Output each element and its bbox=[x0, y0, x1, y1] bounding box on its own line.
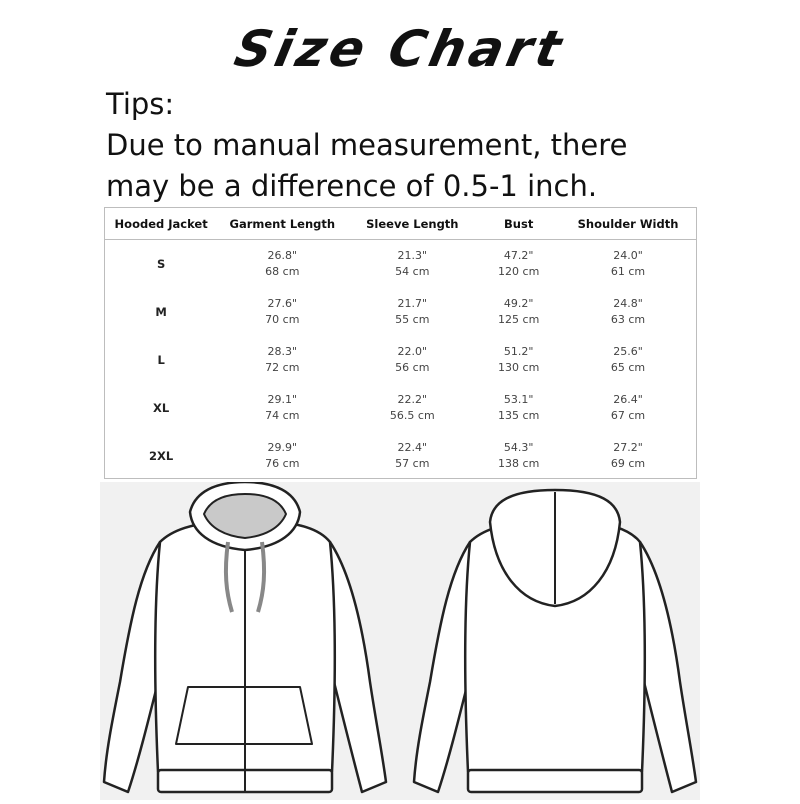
column-header-bust: Bust bbox=[477, 208, 560, 240]
cm-value: 63 cm bbox=[610, 313, 646, 326]
inch-value: 47.2" bbox=[503, 249, 534, 262]
shoulder-width-cell bbox=[560, 288, 696, 336]
column-header-garment-length: Garment Length bbox=[217, 208, 347, 240]
bust-cell bbox=[477, 384, 560, 432]
table-header-row bbox=[105, 208, 696, 240]
bust-cell bbox=[477, 240, 560, 289]
size-cell: S bbox=[156, 257, 166, 271]
inch-value: 53.1" bbox=[503, 393, 534, 406]
cm-value: 135 cm bbox=[498, 409, 540, 422]
sleeve-length-cell bbox=[347, 384, 477, 432]
table-row bbox=[105, 240, 696, 289]
sleeve-length-cell bbox=[347, 288, 477, 336]
inch-value: 25.6" bbox=[613, 345, 643, 358]
inch-value: 29.9" bbox=[267, 441, 298, 454]
sleeve-length-cell bbox=[347, 432, 477, 480]
table-row bbox=[105, 384, 696, 432]
table-row bbox=[105, 336, 696, 384]
cm-value: 74 cm bbox=[265, 409, 300, 422]
inch-value: 26.8" bbox=[267, 249, 298, 262]
shoulder-width-cell bbox=[560, 384, 696, 432]
tips-heading: Tips: bbox=[106, 87, 175, 121]
tips-line-2: may be a difference of 0.5-1 inch. bbox=[106, 169, 598, 203]
cm-value: 70 cm bbox=[265, 313, 300, 326]
column-header-shoulder-width: Shoulder Width bbox=[560, 208, 696, 240]
hoodie-back-icon bbox=[414, 490, 696, 792]
shoulder-width-cell bbox=[560, 432, 696, 480]
garment-length-cell bbox=[217, 432, 347, 480]
inch-value: 28.3" bbox=[267, 345, 298, 358]
bust-cell bbox=[477, 336, 560, 384]
size-cell: L bbox=[157, 353, 165, 367]
inch-value: 21.7" bbox=[397, 297, 428, 310]
size-cell: 2XL bbox=[149, 449, 174, 463]
shoulder-width-cell bbox=[560, 336, 696, 384]
cm-value: 54 cm bbox=[395, 265, 430, 278]
hoodie-drawing bbox=[100, 482, 700, 800]
inch-value: 29.1" bbox=[267, 393, 298, 406]
table-row bbox=[105, 432, 696, 480]
tips-block bbox=[106, 84, 627, 207]
inch-value: 22.2" bbox=[397, 393, 428, 406]
tips-line-1: Due to manual measurement, there bbox=[106, 128, 628, 162]
cm-value: 65 cm bbox=[610, 361, 646, 374]
inch-value: 54.3" bbox=[503, 441, 534, 454]
inch-value: 26.4" bbox=[613, 393, 643, 406]
garment-length-cell bbox=[217, 240, 347, 289]
cm-value: 61 cm bbox=[610, 265, 646, 278]
garment-length-cell bbox=[217, 288, 347, 336]
cm-value: 72 cm bbox=[265, 361, 300, 374]
cm-value: 67 cm bbox=[610, 409, 646, 422]
inch-value: 21.3" bbox=[397, 249, 428, 262]
sleeve-length-cell bbox=[347, 336, 477, 384]
cm-value: 68 cm bbox=[265, 265, 300, 278]
cm-value: 138 cm bbox=[498, 457, 540, 470]
cm-value: 76 cm bbox=[265, 457, 300, 470]
inch-value: 27.2" bbox=[613, 441, 643, 454]
inch-value: 27.6" bbox=[267, 297, 298, 310]
garment-length-cell bbox=[217, 336, 347, 384]
cm-value: 69 cm bbox=[610, 457, 646, 470]
column-header-hooded-jacket: Hooded Jacket bbox=[105, 208, 217, 240]
size-cell: XL bbox=[153, 401, 170, 415]
sleeve-length-cell bbox=[347, 240, 477, 289]
cm-value: 120 cm bbox=[498, 265, 540, 278]
inch-value: 24.8" bbox=[613, 297, 643, 310]
cm-value: 130 cm bbox=[498, 361, 540, 374]
cm-value: 56.5 cm bbox=[389, 409, 435, 422]
garment-length-cell bbox=[217, 384, 347, 432]
cm-value: 125 cm bbox=[498, 313, 540, 326]
bust-cell bbox=[477, 288, 560, 336]
cm-value: 56 cm bbox=[395, 361, 430, 374]
shoulder-width-cell bbox=[560, 240, 696, 289]
size-table bbox=[104, 207, 697, 479]
cm-value: 57 cm bbox=[395, 457, 430, 470]
inch-value: 49.2" bbox=[503, 297, 534, 310]
hoodie-front-icon bbox=[104, 482, 386, 792]
inch-value: 51.2" bbox=[503, 345, 534, 358]
size-cell: M bbox=[155, 305, 167, 319]
column-header-sleeve-length: Sleeve Length bbox=[347, 208, 477, 240]
inch-value: 22.4" bbox=[397, 441, 428, 454]
bust-cell bbox=[477, 432, 560, 480]
inch-value: 22.0" bbox=[397, 345, 428, 358]
hoodie-illustration bbox=[100, 482, 700, 800]
page-title: Size Chart bbox=[229, 20, 571, 78]
cm-value: 55 cm bbox=[395, 313, 430, 326]
inch-value: 24.0" bbox=[613, 249, 643, 262]
table-row bbox=[105, 288, 696, 336]
